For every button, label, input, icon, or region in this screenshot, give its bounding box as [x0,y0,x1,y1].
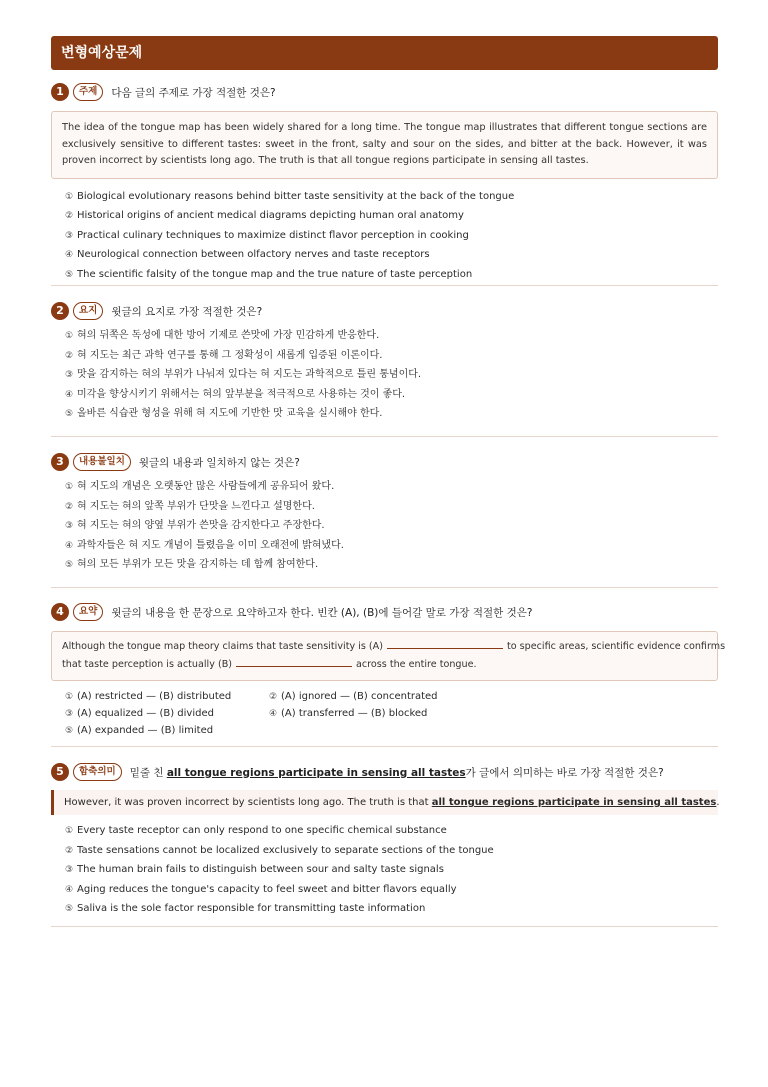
option-marker: ① [65,331,74,341]
question-text: 윗글의 내용과 일치하지 않는 것은? [138,456,300,469]
option-marker: ⑤ [65,269,74,280]
question-type-tag: 함축의미 [73,763,122,781]
option-text: 맛을 감지하는 혀의 부위가 나눠져 있다는 혀 지도는 과학적으로 틀린 통념이다. [77,369,422,380]
option-marker: ④ [65,884,74,895]
option-marker: ① [65,826,74,836]
option-marker: ④ [65,250,74,260]
divider [51,285,718,286]
options-list [51,477,718,575]
option-text: 혀 지도는 최근 과학 연구를 통해 그 정확성이 새롭게 입증된 이론이다. [77,349,383,361]
question-4 [51,602,726,739]
underlined-phrase: all tongue regions participate in sensing all tastes [431,797,717,808]
option-1[interactable] [65,477,718,497]
option-4[interactable] [65,245,718,265]
underlined-phrase: all tongue regions participate in sensing all tastes [166,766,466,779]
option-2[interactable]: ② (A) ignored — (B) concentrated [269,691,438,702]
option-4[interactable]: ④ (A) transferred — (B) blocked [269,708,428,719]
section-banner: 변형예상문제 [51,36,718,70]
summary-box [51,631,726,681]
option-marker: ④ [65,389,74,400]
question-text: 밑줄 친 all tongue regions participate in sensing all tastes가 글에서 의미하는 바로 가장 적절한 것은? [129,766,664,779]
divider [51,746,718,747]
option-marker: ⑤ [65,560,74,570]
question-3 [51,452,718,575]
options-grid [51,688,718,739]
question-text: 윗글의 요지로 가장 적절한 것은? [111,305,263,318]
question-number: 4 [51,603,69,621]
divider [51,926,718,927]
option-marker: ② [65,211,74,221]
question-type-tag: 요지 [73,302,103,320]
option-3[interactable] [65,365,718,385]
option-marker: ③ [65,865,74,875]
question-1 [51,82,718,284]
option-2[interactable] [65,497,718,517]
question-5 [51,762,718,919]
option-text: Aging reduces the tongue's capacity to feel sweet and bitter flavors equally [77,883,457,895]
option-1[interactable] [65,326,718,346]
option-marker: ③ [65,370,74,380]
option-marker: ④ [65,540,74,551]
question-text: 윗글의 내용을 한 문장으로 요약하고자 한다. 빈칸 (A), (B)에 들어갈 말로 가장 적절한 것은? [111,606,533,619]
option-4[interactable] [65,880,718,900]
question-text: 다음 글의 주제로 가장 적절한 것은? [111,86,276,99]
option-text: Every taste receptor can only respond to one specific chemical substance [77,825,447,836]
option-text: Historical origins of ancient medical diagrams depicting human oral anatomy [77,210,464,221]
option-text: 혀의 모든 부위가 모든 맛을 감지하는 데 함께 참여한다. [77,559,319,570]
summary-text: to specific areas, scientific evidence confirms [506,641,726,652]
option-5[interactable] [65,404,718,424]
option-3[interactable]: ③ (A) equalized — (B) divided [65,708,214,719]
option-marker: ① [65,482,74,492]
option-text: The scientific falsity of the tongue map and the true nature of taste perception [77,268,473,280]
option-text: The human brain fails to distinguish between sour and salty taste signals [77,864,444,875]
blank-b [236,656,352,667]
option-text: 혀 지도는 혀의 앞쪽 부위가 단맛을 느낀다고 설명한다. [77,500,315,512]
option-text: Biological evolutionary reasons behind bitter taste sensitivity at the back of the tongue [77,190,515,202]
option-marker: ⑤ [65,409,74,419]
option-1[interactable] [65,821,718,841]
option-text: 혀 지도의 개념은 오랫동안 많은 사람들에게 공유되어 왔다. [77,481,335,492]
option-3[interactable] [65,226,718,246]
option-3[interactable] [65,516,718,536]
option-marker: ② [65,350,74,361]
question-2 [51,301,718,424]
option-5[interactable]: ⑤ (A) expanded — (B) limited [65,725,214,736]
option-text: 과학자들은 혀 지도 개념이 틀렸음을 이미 오래전에 밝혀냈다. [77,539,344,551]
option-text: Neurological connection between olfactory nerves and taste receptors [77,249,430,260]
option-4[interactable] [65,385,718,405]
option-5[interactable] [65,555,718,575]
option-marker: ② [65,501,74,512]
options-list [51,187,718,285]
question-type-tag: 주제 [73,83,103,101]
question-number: 3 [51,453,69,471]
option-text: Taste sensations cannot be localized exclusively to separate sections of the tongue [77,844,494,856]
option-1[interactable] [65,187,718,207]
option-5[interactable] [65,899,718,919]
option-text: Saliva is the sole factor responsible for transmitting taste information [77,903,426,914]
blank-a [387,638,503,649]
quoted-passage: However, it was proven incorrect by scientists long ago. The truth is that all tongue regions participate in sensing all tastes. [51,790,718,815]
divider [51,587,718,588]
question-number: 1 [51,83,69,101]
option-2[interactable] [65,346,718,366]
option-text: Practical culinary techniques to maximize distinct flavor perception in cooking [77,229,469,241]
option-marker: ③ [65,230,74,241]
option-5[interactable] [65,265,718,285]
question-type-tag: 내용불일치 [73,453,131,471]
option-text: 올바른 식습관 형성을 위해 혀 지도에 기반한 맛 교육을 실시해야 한다. [77,408,383,419]
question-number: 2 [51,302,69,320]
passage-box: The idea of the tongue map has been widely shared for a long time. The tongue map illustrates that different tongue sections are exclusively sensitive to different tastes: sweet in the front, salty and sour on the sides, and bitter at the back. However, it was proven incorrect by scientists long ago. The truth is that all tongue regions participate in sensing all tastes. [51,111,718,179]
divider [51,436,718,437]
summary-text: that taste perception is actually (B) [62,659,233,670]
option-marker: ③ [65,521,74,531]
summary-text: across the entire tongue. [356,659,477,670]
option-3[interactable] [65,860,718,880]
option-marker: ① [65,191,74,202]
option-1[interactable]: ① (A) restricted — (B) distributed [65,691,232,702]
option-4[interactable] [65,536,718,556]
option-marker: ⑤ [65,904,74,914]
options-list [51,326,718,424]
options-list [51,821,718,919]
option-text: 미각을 향상시키기 위해서는 혀의 앞부분을 적극적으로 사용하는 것이 좋다. [77,388,406,400]
option-2[interactable] [65,841,718,861]
option-text: 혀 지도는 혀의 양옆 부위가 쓴맛을 감지한다고 주장한다. [77,520,325,531]
question-type-tag: 요약 [73,603,103,621]
option-2[interactable] [65,206,718,226]
summary-text: Although the tongue map theory claims that taste sensitivity is (A) [62,641,383,652]
option-text: 혀의 뒤쪽은 독성에 대한 방어 기제로 쓴맛에 가장 민감하게 반응한다. [77,330,380,341]
question-number: 5 [51,763,69,781]
option-marker: ② [65,845,74,856]
